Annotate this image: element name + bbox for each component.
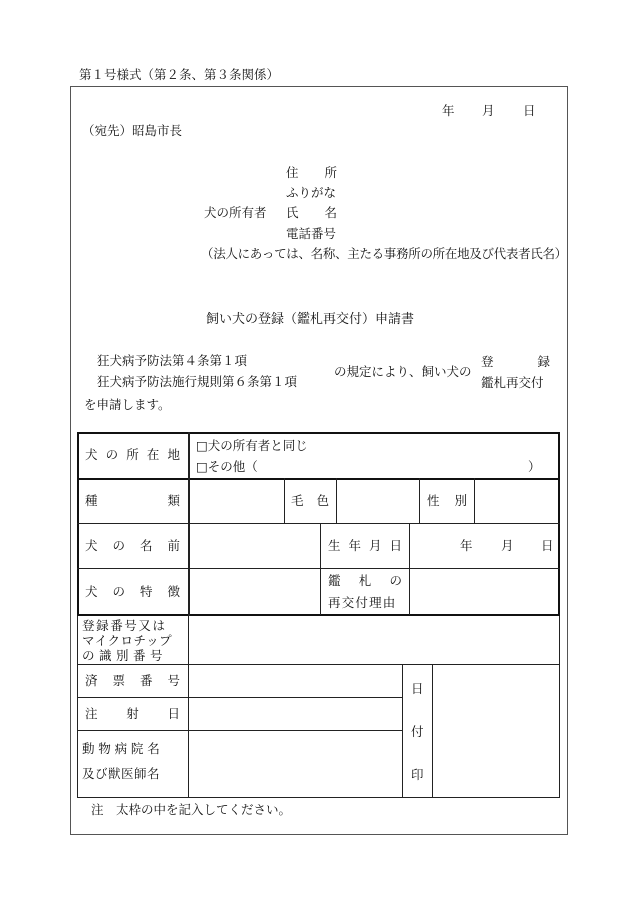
birth-year: 年	[460, 538, 473, 553]
law-1: 狂犬病予防法第４条第１項	[97, 353, 248, 368]
birth-date-label: 生 年 月 日	[328, 538, 402, 553]
date-month: 月	[482, 103, 495, 118]
option-register: 登 録	[481, 354, 550, 369]
features-label: 犬 の 特 徴	[85, 584, 180, 599]
name-label: 氏 名	[286, 205, 337, 220]
statement-ending: を申請します。	[84, 397, 171, 412]
dog-name-label: 犬 の 名 前	[85, 538, 180, 553]
form-number: 第１号様式（第２条、第３条関係）	[79, 67, 280, 82]
ticket-number-label: 済 票 番 号	[85, 673, 180, 688]
injection-date-label: 注 射 日	[85, 706, 180, 721]
option-reissue: 鑑札再交付	[481, 375, 544, 390]
corporate-note: （法人にあっては、名称、主たる事務所の所在地及び代表者氏名）	[201, 246, 567, 261]
document-title: 飼い犬の登録（鑑札再交付）申請書	[206, 312, 415, 327]
footnote: 注 太枠の中を記入してください。	[91, 802, 292, 817]
birth-day: 日	[541, 538, 554, 553]
address-label: 住 所	[286, 165, 337, 180]
date-year: 年	[442, 103, 455, 118]
date-day: 日	[523, 103, 536, 118]
registration-number-label-1: 登録番号又は	[82, 618, 167, 633]
date-stamp-label-1: 日	[411, 681, 424, 696]
birth-month: 月	[501, 538, 514, 553]
sex-label: 性 別	[427, 493, 467, 508]
date-stamp-label-2: 付	[411, 724, 424, 739]
owner-label: 犬の所有者	[204, 205, 267, 220]
hospital-label-1: 動物病院名	[82, 741, 164, 756]
statement-middle: の規定により、飼い犬の	[334, 364, 472, 379]
other-checkbox[interactable]: □その他（	[196, 459, 258, 474]
law-2: 狂犬病予防法施行規則第６条第１項	[97, 374, 298, 389]
registration-number-label-3: の識別番号	[82, 648, 168, 663]
other-close: ）	[528, 459, 541, 474]
coat-color-label: 毛 色	[291, 493, 329, 508]
same-as-owner-checkbox[interactable]: □犬の所有者と同じ	[196, 438, 308, 453]
reissue-reason-label-2: 再交付理由	[328, 595, 397, 610]
dog-location-label: 犬 の 所 在 地	[85, 447, 180, 462]
furigana-label: ふりがな	[286, 185, 337, 200]
hospital-label-2: 及び獣医師名	[82, 766, 161, 781]
date-stamp-label-3: 印	[411, 767, 424, 782]
addressee: （宛先）昭島市長	[82, 123, 183, 138]
phone-label: 電話番号	[286, 226, 337, 241]
breed-label: 種 類	[85, 493, 180, 508]
reissue-reason-label-1: 鑑 札 の	[328, 573, 402, 588]
registration-number-label-2: マイクロチップ	[82, 633, 173, 648]
